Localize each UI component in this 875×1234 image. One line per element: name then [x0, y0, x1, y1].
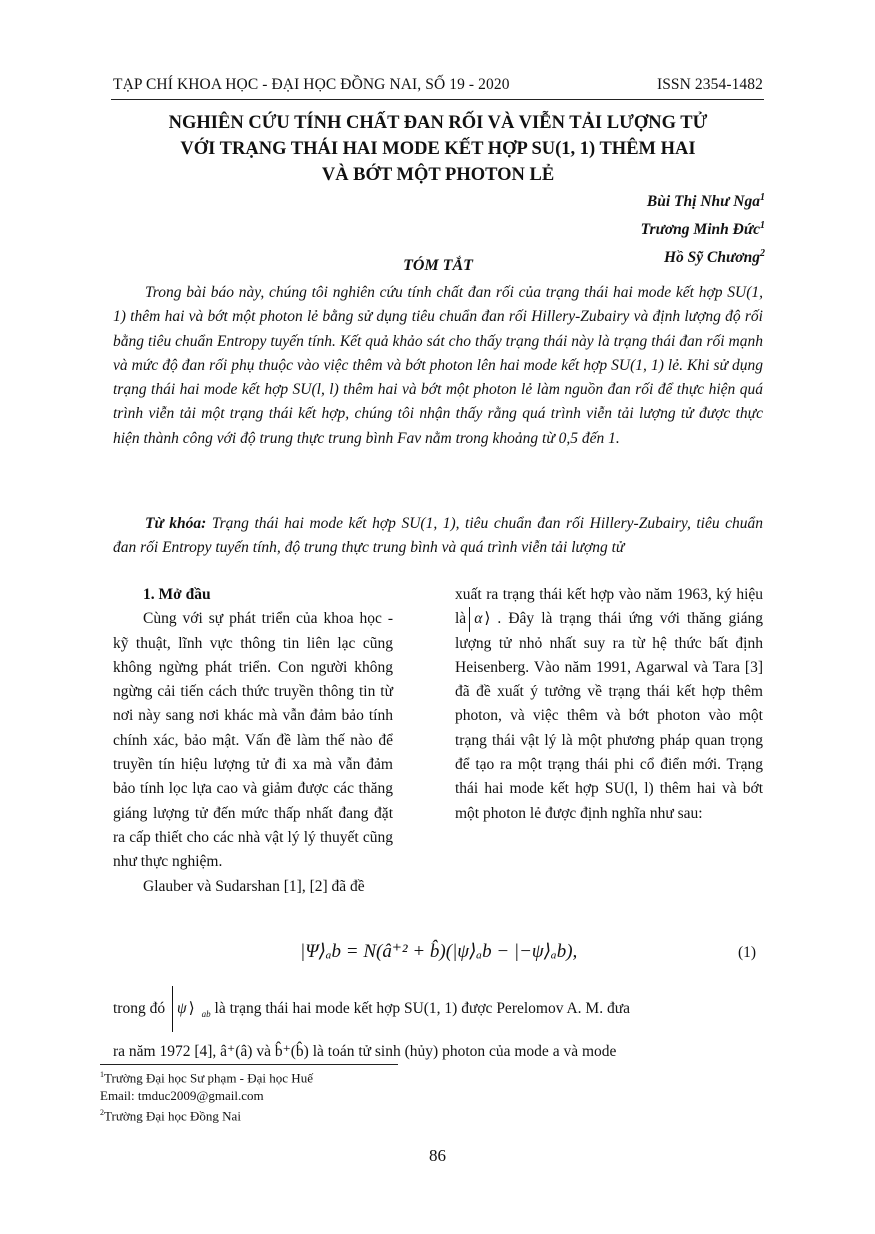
paragraph: Cùng với sự phát triển của khoa học - kỹ thuật, lĩnh vực thông tin liên lạc cũng không ngừng phát triển. Con người không ngừng cải tiến cách thức truyền thông tin từ nơi này sang nơi khác mà vẫn đảm bảo tính chính xác, bảo mật. Vấn đề làm thế nào để truyền tín hiệu lượng tử đi xa mà vẫn đảm bảo tính lọc lựa cao và giảm được các thăng giáng lượng tử đến mức thấp nhất đang đặt ra cấp thiết cho các nhà vật lý lý thuyết cũng như thực nghiệm. — [113, 610, 393, 871]
equation-1: |Ψ⟩ₐb = N(â⁺² + b̂)(|ψ⟩ₐb − |−ψ⟩ₐb), — [300, 941, 578, 962]
footnote-2: $^2$Trường Đại học Đồng Nai — [100, 1108, 241, 1124]
paragraph: Glauber và Sudarshan [1], [2] đã đề — [143, 877, 365, 895]
abstract-heading: TÓM TẮT — [403, 257, 473, 274]
text-line: trong đó ψ ⟩ $_{ab}$ là trạng thái hai mode kết hợp SU(1, 1) được Perelomov A. M. đưa — [113, 986, 763, 1037]
equation-number: (1) — [738, 944, 757, 961]
title-line-2: VỚI TRẠNG THÁI HAI MODE KẾT HỢP SU(1, 1) THÊM HAI — [180, 139, 696, 159]
author: Hồ Sỹ Chương$^2$ — [664, 248, 765, 267]
section-heading: 1. Mở đầu — [143, 586, 211, 603]
running-header — [113, 76, 763, 94]
right-column — [455, 583, 763, 826]
page-number: 86 — [429, 1146, 446, 1165]
left-column — [113, 583, 393, 899]
text-line: ra năm 1972 [4], â⁺(â) và b̂⁺(b̂) là toán tử sinh (hủy) photon của mode a và mode — [113, 1043, 617, 1061]
ket-alpha: α ⟩ — [469, 607, 494, 631]
ket-psi: ψ ⟩ — [172, 986, 199, 1032]
abstract-text: Trong bài báo này, chúng tôi nghiên cứu tính chất đan rối của trạng thái hai mode kết hợp SU(1, 1) thêm hai và bớt một photon lẻ bằng sử dụng tiêu chuẩn đan rối Hillery-Zubairy và định lượng độ rối bằng tiêu chuẩn Entropy tuyến tính. Kết quả khảo sát cho thấy trạng thái này là trạng thái đan rối mạnh và mức độ đan rối phụ thuộc vào việc thêm và bớt photon lên hai mode kết hợp SU(1, 1) lẻ. Khi sử dụng trạng thái hai mode kết hợp SU(l, l) thêm hai và bớt một photon lẻ làm nguồn đan rối để thực hiện quá trình viễn tải một trạng thái kết hợp, chúng tôi nhận thấy rằng quá trình viễn tải lượng tử được thực hiện thành công với độ trung thực trung bình Fav nằm trong khoảng từ 0,5 đến 1. — [113, 284, 763, 447]
footnote-rule — [100, 1064, 398, 1065]
paper-title — [113, 110, 763, 188]
footnotes — [100, 1066, 313, 1125]
title-line-1: NGHIÊN CỨU TÍNH CHẤT ĐAN RỐI VÀ VIỄN TẢI LƯỢNG TỬ — [168, 113, 708, 133]
keywords-label: Từ khóa: — [145, 515, 207, 532]
keywords-text: Trạng thái hai mode kết hợp SU(1, 1), tiêu chuẩn đan rối Hillery-Zubairy, tiêu chuẩn đan rối Entropy tuyến tính, độ trung thực trung bình và quá trình viễn tải lượng tử — [113, 515, 764, 557]
author: Trương Minh Đức$^1$ — [640, 220, 765, 239]
paragraph: xuất ra trạng thái kết hợp vào năm 1963, ký hiệu là α ⟩ . Đây là trạng thái ứng với thăng giáng lượng tử nhỏ nhất suy ra từ hệ thức bất định Heisenberg. Vào năm 1991, Agarwal và Tara [3] đã đề xuất ý tưởng về trạng thái kết hợp thêm photon, và việc thêm và bớt photon vào một trạng thái vật lý là một phương pháp quan trọng để tạo ra một trạng thái phi cổ điển mới. Trạng thái hai mode kết hợp SU(l, l) thêm hai và bớt một photon lẻ được định nghĩa như sau: — [455, 583, 763, 826]
keywords — [113, 512, 763, 561]
author: Bùi Thị Như Nga$^1$ — [646, 192, 765, 211]
footnote-email: Email: tmduc2009@gmail.com — [100, 1087, 264, 1103]
header-rule — [111, 99, 764, 100]
title-line-3: VÀ BỚT MỘT PHOTON LẺ — [321, 165, 555, 185]
journal-name: TẠP CHÍ KHOA HỌC - ĐẠI HỌC ĐỒNG NAI, SỐ 19 - 2020 — [113, 76, 510, 93]
footnote-1: $^1$Trường Đại học Sư phạm - Đại học Huế — [100, 1070, 313, 1086]
issn: ISSN 2354-1482 — [656, 76, 763, 93]
body-text-continued — [113, 986, 763, 1067]
